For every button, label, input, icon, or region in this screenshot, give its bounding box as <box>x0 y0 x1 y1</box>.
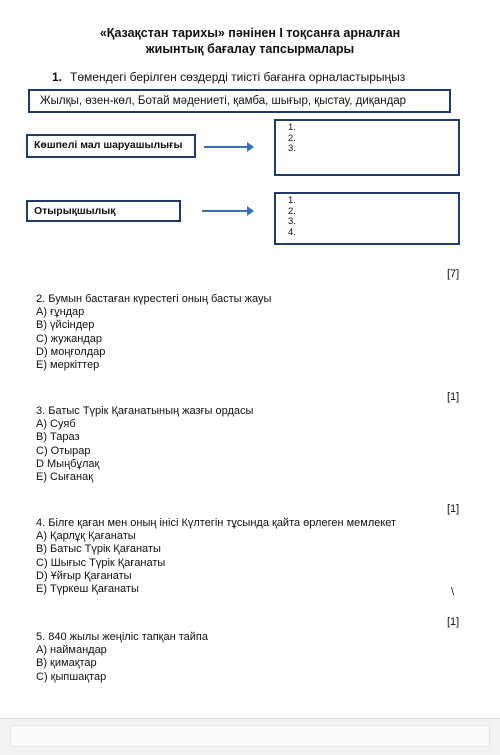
question-text: 5. 840 жылы жеңіліс тапқан тайпа <box>36 631 208 643</box>
category-box-settled: Отырықшылық <box>26 200 181 222</box>
question-5 <box>36 631 208 684</box>
question-3-score: [1] <box>447 503 460 515</box>
task1-score: [7] <box>447 268 460 280</box>
question-2-score: [1] <box>447 391 460 403</box>
answer-option[interactable]: B) үйсіндер <box>36 319 95 332</box>
task1-instruction <box>52 70 405 84</box>
answer-option[interactable]: D) Ұйғыр Қағанаты <box>36 569 132 582</box>
answer-option[interactable]: C) Шығыс Түрік Қағанаты <box>36 556 166 569</box>
answer-option[interactable]: A) Суяб <box>36 418 76 431</box>
category-box-nomadic: Көшпелі мал шаруашылығы <box>26 134 196 158</box>
answer-option[interactable]: D) моңғолдар <box>36 345 106 358</box>
question-4 <box>36 517 396 596</box>
arrow-right-icon <box>204 146 252 148</box>
answer-option[interactable]: B) Тараз <box>36 431 80 444</box>
answer-slot: 2. <box>288 205 296 217</box>
question-text: 2. Бумын бастаған күрестегі оның басты жауы <box>36 293 272 305</box>
task1-number: 1. <box>52 70 63 84</box>
question-3 <box>36 405 253 484</box>
document-title-line1: «Қазақстан тарихы» пәнінен І тоқсанға арналған <box>99 26 401 40</box>
bottom-bar-field <box>10 725 490 747</box>
answer-slot: 3. <box>288 143 296 154</box>
task1-instruction-text: Төмендегі берілген сөздерді тиісті бағанға орналастырыңыз <box>70 70 406 84</box>
question-text: 4. Білге қаған мен оның інісі Күлтегін тұсында қайта өрлеген мемлекет <box>36 517 397 529</box>
question-text: 3. Батыс Түрік Қағанатының жазғы ордасы <box>36 405 254 417</box>
answer-option[interactable]: A) наймандар <box>36 644 107 657</box>
answer-option[interactable]: E) Сығанақ <box>36 471 94 484</box>
answer-option[interactable]: C) жужандар <box>36 332 102 345</box>
answer-option[interactable]: A) Қарлұқ Қағанаты <box>36 530 136 543</box>
answer-slot: 2. <box>288 132 296 144</box>
answer-slot: 1. <box>288 195 296 206</box>
answer-option[interactable]: A) ғұндар <box>36 306 85 319</box>
arrow-right-icon <box>202 210 252 212</box>
answer-option[interactable]: E) меркіттер <box>36 359 100 372</box>
question-4-score: [1] <box>447 616 460 628</box>
answer-option[interactable]: C) қыпшақтар <box>36 670 107 683</box>
answer-slot: 4. <box>288 226 296 238</box>
answer-slot: 1. <box>288 122 296 133</box>
bottom-bar <box>0 718 500 755</box>
answer-option[interactable]: B) қимақтар <box>36 657 97 670</box>
stray-mark: \ <box>451 586 455 598</box>
task1-word-bank: Жылқы, өзен-көл, Ботай мәдениеті, қамба, шығыр, қыстау, диқандар <box>28 89 451 113</box>
answer-box-settled[interactable] <box>274 192 460 245</box>
answer-option[interactable]: D Мыңбұлақ <box>36 457 100 470</box>
answer-option[interactable]: B) Батыс Түрік Қағанаты <box>36 543 161 556</box>
answer-box-nomadic[interactable] <box>274 119 460 176</box>
answer-slot: 3. <box>288 216 296 227</box>
question-2 <box>36 293 271 372</box>
document-title-line2: жиынтық бағалау тапсырмалары <box>145 42 355 56</box>
answer-option[interactable]: C) Отырар <box>36 444 91 457</box>
answer-option[interactable]: E) Түркеш Қағанаты <box>36 583 139 596</box>
